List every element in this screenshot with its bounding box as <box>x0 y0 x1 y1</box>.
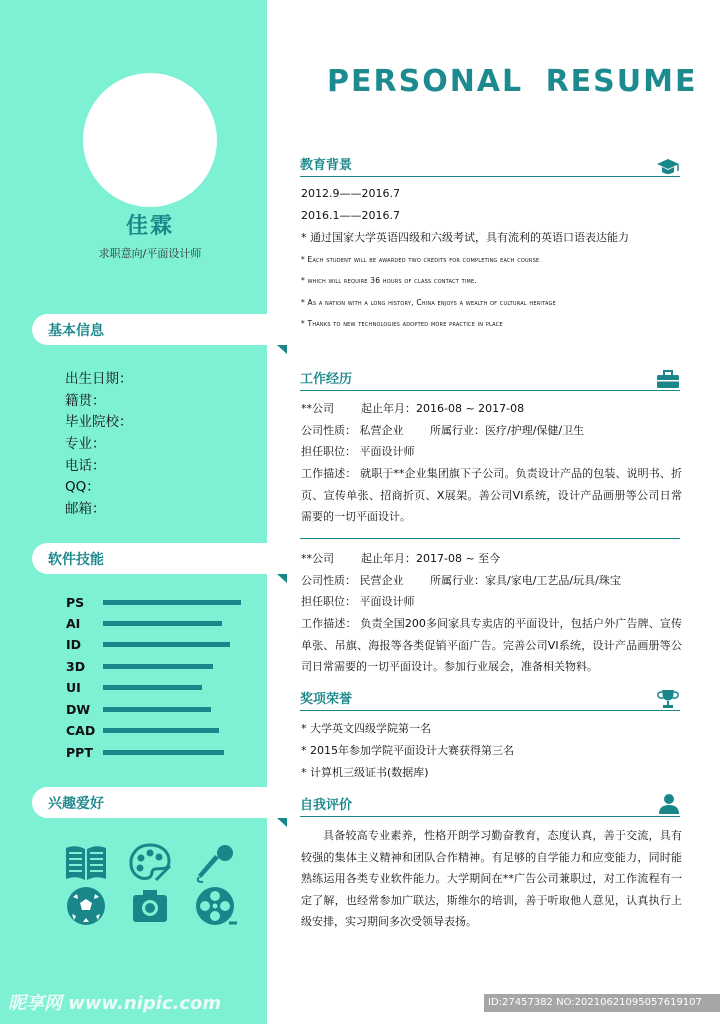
skill-name: ID <box>66 637 82 652</box>
skill-name: 3D <box>66 659 86 674</box>
skills-heading: 软件技能 <box>48 552 104 568</box>
skill-bar <box>103 750 224 755</box>
job1-company: **公司 <box>301 402 334 415</box>
education-period: 2016.1——2016.7 <box>301 209 400 222</box>
sidebar <box>0 0 267 1024</box>
hobbies-tab <box>32 787 277 818</box>
watermark-id: ID:27457382 NO:20210621095057619107 <box>484 994 720 1012</box>
award-item: * 计算机三级证书(数据库) <box>301 766 429 779</box>
job2-nature: 公司性质： 民营企业 <box>301 574 404 587</box>
job2-description: 工作描述： 负责全国200多间家具专卖店的平面设计，包括户外广告牌、宣传单张、吊旗、海报等各类促销平面广告。完善公司VI系统，设计产品画册等公司日常需要的一切平面设计。参加行业展会，准备相关物料。 <box>301 617 682 673</box>
field-hometown: 籍贯： <box>65 392 106 409</box>
job2-industry: 所属行业：家具/家电/工艺品/玩具/珠宝 <box>430 574 621 587</box>
education-heading: 教育背景 <box>300 158 353 173</box>
profile-name: 佳霖 <box>125 214 174 239</box>
soccer-ball-icon <box>64 885 108 927</box>
self-eval-heading: 自我评价 <box>300 798 353 813</box>
trophy-icon <box>656 689 680 709</box>
field-birthdate: 出生日期： <box>65 371 133 387</box>
book-icon <box>64 842 108 884</box>
skill-bar <box>103 642 230 647</box>
microphone-icon <box>193 842 237 884</box>
tab-fold-decoration <box>277 574 287 583</box>
camera-icon <box>128 885 172 927</box>
job1-period: 起止年月：2016-08 ~ 2017-08 <box>361 402 525 415</box>
palette-icon <box>128 842 172 884</box>
field-email: 邮箱： <box>65 501 106 518</box>
briefcase-icon <box>656 370 680 389</box>
section-divider <box>300 816 680 817</box>
skill-bar <box>103 600 241 605</box>
basic-info-tab <box>32 314 277 345</box>
award-item: * 2015年参加学院平面设计大赛获得第三名 <box>301 744 514 757</box>
basic-info-list <box>65 369 133 521</box>
graduation-cap-icon <box>656 157 680 177</box>
skill-bar <box>103 728 219 733</box>
education-section-header <box>300 155 680 177</box>
skill-name: AI <box>66 616 81 631</box>
watermark-site: 昵享网 www.nipic.com <box>8 993 222 1014</box>
job2-company: **公司 <box>301 552 334 565</box>
film-reel-icon <box>193 885 237 927</box>
basic-info-heading: 基本信息 <box>48 323 104 339</box>
work-section-header <box>300 369 680 391</box>
job1-description: 工作描述： 就职于**企业集团旗下子公司。负责设计产品的包装、说明书、折页、宣传单张、招商折页、X展架。善公司VI系统，设计产品画册等公司日常需要的一切平面设计。 <box>301 467 682 523</box>
hobbies-heading: 兴趣爱好 <box>48 796 104 812</box>
skill-bar <box>103 664 213 669</box>
job-intent: 求职意向/平面设计师 <box>98 247 202 260</box>
tab-fold-decoration <box>277 818 287 827</box>
section-divider <box>300 176 680 177</box>
awards-heading: 奖项荣誉 <box>300 692 353 707</box>
awards-section-header <box>300 689 680 711</box>
education-item: * As a nation with a long history, China enjoys a wealth of cultural heritage <box>301 298 556 307</box>
section-divider <box>300 390 680 391</box>
work-heading: 工作经历 <box>300 372 353 387</box>
education-item: * Each student will be awarded two credits for completing each course <box>301 255 540 264</box>
skill-bar <box>103 621 222 626</box>
skill-bar <box>103 707 211 712</box>
job2-position: 担任职位： 平面设计师 <box>301 595 415 608</box>
field-school: 毕业院校： <box>65 414 133 431</box>
self-eval-text: 具备较高专业素养，性格开朗学习勤奋教育，态度认真，善于交流，具有较强的集体主义精神和团队合作精神。有足够的自学能力和应变能力，同时能熟练运用各类专业软件能力。大学期间在**广告公司兼职过，对工作流程有一定了解，也经常参加广联达，斯维尔的培训，善于听取他人意见，认真执行上级安排，实习期间多次受领导表扬。 <box>301 829 682 928</box>
tab-fold-decoration <box>277 345 287 354</box>
job-divider <box>300 538 680 539</box>
self-eval-section-header <box>300 795 680 817</box>
skill-bar <box>103 685 202 690</box>
job1-position: 担任职位： 平面设计师 <box>301 445 415 458</box>
education-item: * which will require 36 hours of class contact time. <box>301 276 477 285</box>
skill-name: PS <box>66 595 85 610</box>
job1-industry: 所属行业：医疗/护理/保健/卫生 <box>430 424 585 437</box>
person-icon <box>658 793 680 815</box>
page-title: PERSONAL RESUME <box>327 64 698 99</box>
section-divider <box>300 710 680 711</box>
skill-name: PPT <box>66 745 93 760</box>
field-major: 专业： <box>65 436 106 453</box>
skills-tab <box>32 543 277 574</box>
skill-name: DW <box>66 702 91 717</box>
job2-period: 起止年月：2017-08 ~ 至今 <box>361 552 501 565</box>
education-period: 2012.9——2016.7 <box>301 187 400 200</box>
field-qq: QQ： <box>65 479 100 496</box>
skill-name: CAD <box>66 723 96 738</box>
skill-name: UI <box>66 680 81 695</box>
education-item: * Thanks to new technologies adopted more practice in place <box>301 319 503 328</box>
award-item: * 大学英文四级学院第一名 <box>301 722 431 735</box>
job1-nature: 公司性质： 私营企业 <box>301 424 404 437</box>
education-item: * 通过国家大学英语四级和六级考试，具有流利的英语口语表达能力 <box>301 231 629 244</box>
avatar-placeholder <box>83 73 217 207</box>
field-phone: 电话： <box>65 457 106 474</box>
